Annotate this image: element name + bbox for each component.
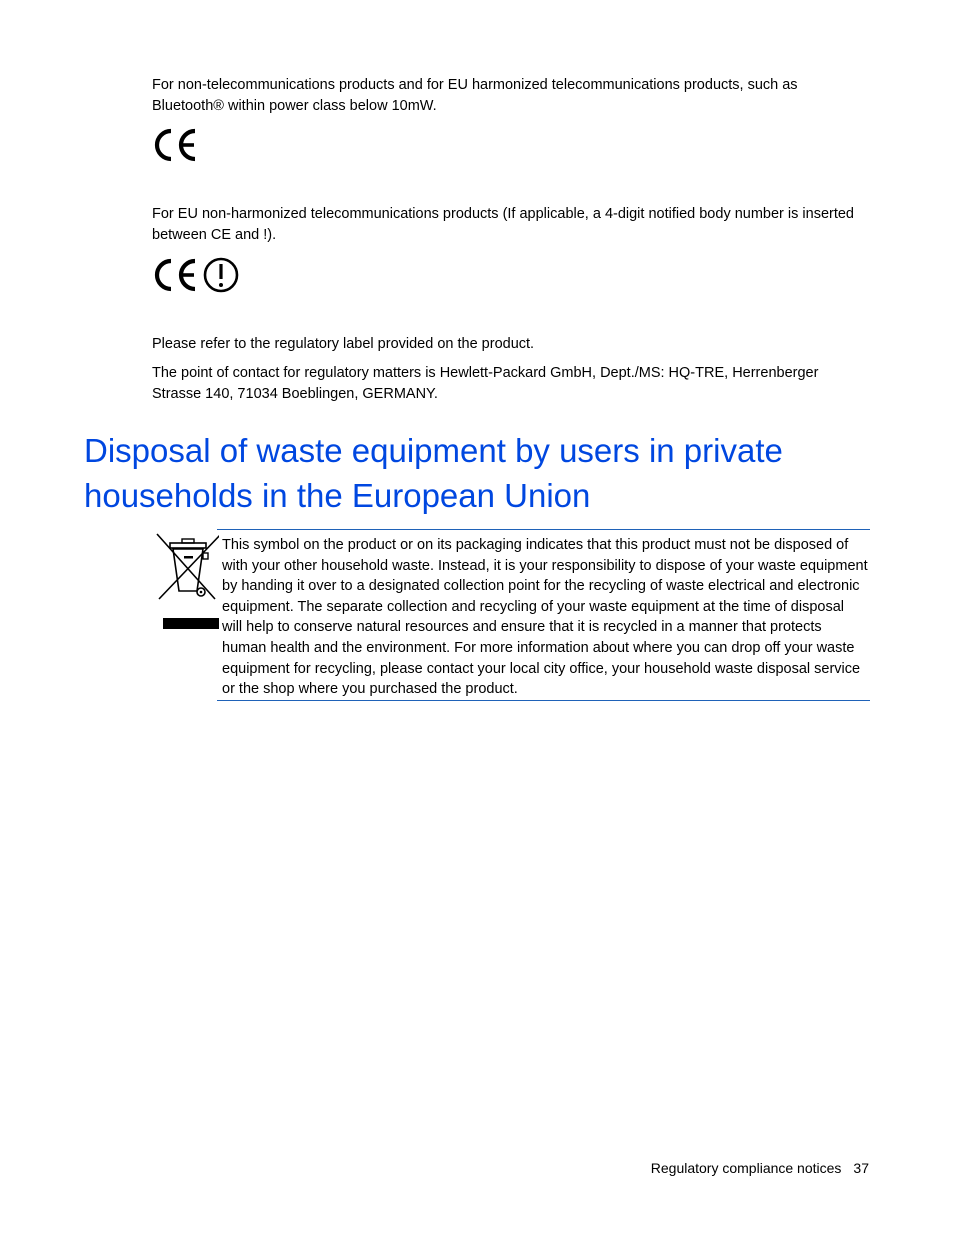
- paragraph-harmonized-products: For non-telecommunications products and for EU harmonized telecommunications products, such as Bluetooth® within power class below 10mW.: [152, 77, 798, 114]
- crossed-out-wheelie-bin-icon: [153, 531, 219, 631]
- weee-notice-box: [217, 529, 870, 701]
- footer-section-title: Regulatory compliance notices: [650, 1160, 842, 1176]
- ce-alert-mark-icon: [152, 257, 242, 294]
- page-number: 37: [853, 1160, 869, 1176]
- paragraph-non-harmonized-products: For EU non-harmonized telecommunications products (If applicable, a 4-digit notified body number is inserted between CE and !).: [152, 206, 854, 243]
- section-heading: Disposal of waste equipment by users in private households in the European Union: [84, 432, 783, 514]
- paragraph-regulatory-label: Please refer to the regulatory label provided on the product.: [152, 336, 535, 352]
- page-footer: [651, 1158, 869, 1178]
- paragraph-regulatory-contact: The point of contact for regulatory matters is Hewlett-Packard GmbH, Dept./MS: HQ-TRE, Herrenberger Strasse 140, 71034 Boeblingen, GERMANY.: [152, 365, 819, 402]
- weee-notice-text: This symbol on the product or on its packaging indicates that this product must not be disposed of with your other household waste. Instead, it is your responsibility to dispose of your waste equipment by handing it over to a designated collection point for the recycling of waste electrical and electronic equipment. The separate collection and recycling of your waste equipment at the time of disposal will help to conserve natural resources and ensure that it is recycled in a manner that protects human health and the environment. For more information about where you can drop off your waste equipment for recycling, please contact your local city office, your household waste disposal service or the shop where you purchased the product.: [222, 537, 868, 698]
- ce-mark-icon: [152, 127, 198, 164]
